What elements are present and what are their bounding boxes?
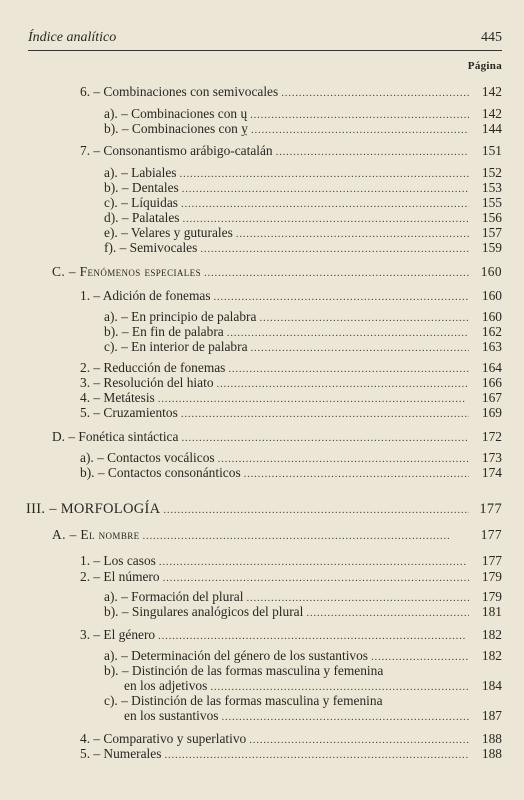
index-entry: 2. – Reducción de fonemas . . . 164 [80,360,502,376]
index-section-entry: A. – El nombre . . . 177 [52,527,502,543]
index-entry: d). – Palatales . . . 156 [104,210,502,226]
index-entry: c). – En interior de palabra . . . 163 [104,339,502,355]
index-entry-line: c). – Distinción de las formas masculina y femenina [104,693,383,708]
page-number: 445 [481,30,502,45]
index-entry: b). – En fin de palabra . . . 162 [104,324,502,340]
index-entry: a). – Labiales . . . 152 [104,165,502,181]
index-entry: 4. – Metátesis . . . 167 [80,390,502,406]
index-entry: 2. – El número . . . 179 [80,569,502,585]
index-entry: f). – Semivocales . . . 159 [104,240,502,256]
index-entry: 6. – Combinaciones con semivocales . . . 142 [80,84,502,100]
index-part-entry: III. – MORFOLOGÍA . . . 177 [26,501,502,517]
index-entry: e). – Velares y guturales . . . 157 [104,225,502,241]
index-entry: 3. – Resolución del hiato . . . 166 [80,375,502,391]
index-entry: a). – Formación del plural . . . 179 [104,589,502,605]
index-entry: a). – Determinación del género de los sustantivos . . . 182 [104,648,502,664]
column-header: Página [467,60,502,72]
running-header [28,30,502,48]
index-entry: a). – Contactos vocálicos . . . 173 [80,450,502,466]
index-entry: 5. – Cruzamientos . . . 169 [80,405,502,421]
running-title: Índice analítico [28,30,117,45]
index-entry-line: b). – Distinción de las formas masculina y femenina [104,663,384,678]
index-entry: 7. – Consonantismo arábigo-catalán . . . 151 [80,143,502,159]
index-entry: b). – Contactos consonánticos . . . 174 [80,465,502,481]
index-entry: a). – En principio de palabra . . . 160 [104,309,502,325]
index-entry: en los adjetivos . . . 184 [124,678,502,694]
index-entry: 5. – Numerales . . . 188 [80,746,502,762]
index-entry: b). – Combinaciones con ỵ . . . 144 [104,121,502,137]
index-entry: en los sustantivos . . . 187 [124,708,502,724]
index-entry: 3. – El género . . . 182 [80,627,502,643]
index-entry: 1. – Los casos . . . 177 [80,553,502,569]
index-entry: 1. – Adición de fonemas . . . 160 [80,288,502,304]
index-entry: b). – Singulares analógicos del plural . . . 181 [104,604,502,620]
index-entry: b). – Dentales . . . 153 [104,180,502,196]
header-rule [28,50,502,51]
index-entry: a). – Combinaciones con ų . . . 142 [104,106,502,122]
index-entry: c). – Líquidas . . . 155 [104,195,502,211]
index-entry: 4. – Comparativo y superlativo . . . 188 [80,731,502,747]
index-section-entry: D. – Fonética sintáctica . . . 172 [52,429,502,445]
index-section-entry: C. – Fenómenos especiales . . . 160 [52,264,502,280]
